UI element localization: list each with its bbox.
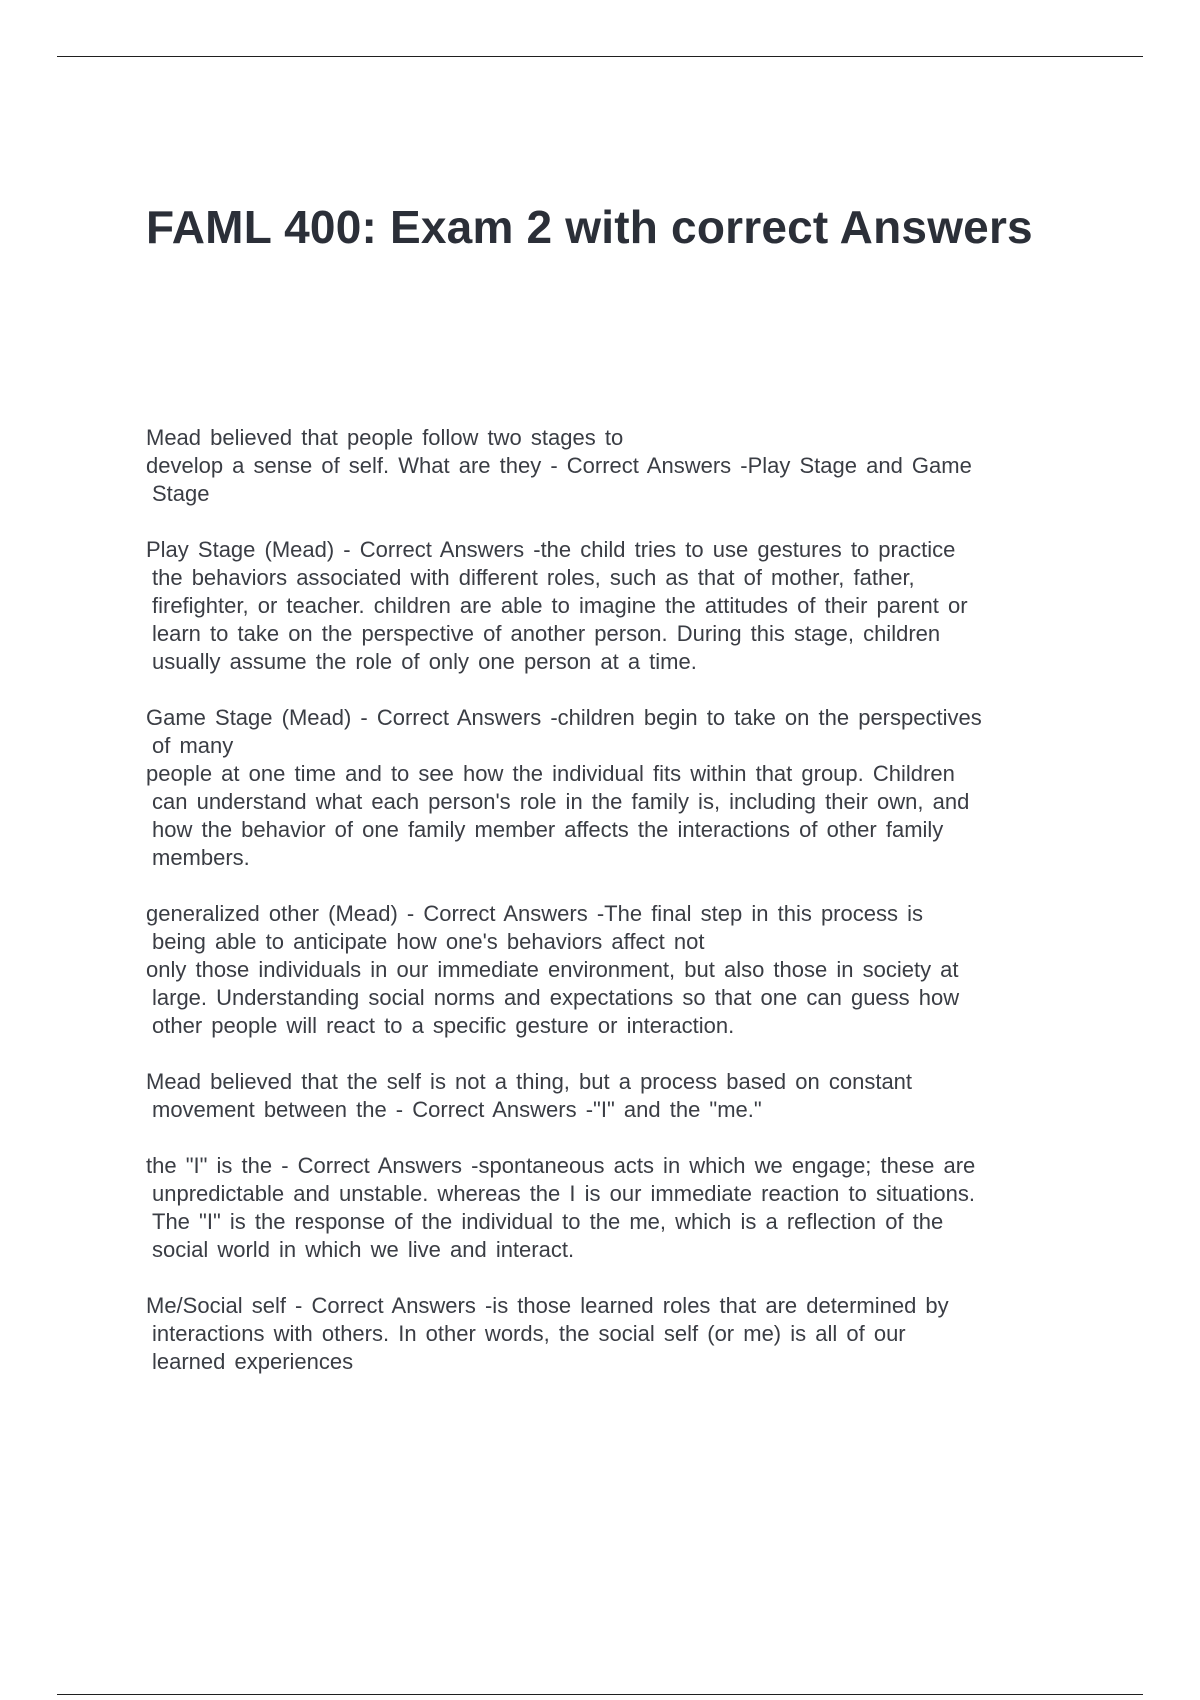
text-line: how the behavior of one family member affects the interactions of other family	[152, 817, 944, 842]
text-line: the "I" is the - Correct Answers -spontaneous acts in which we engage; these are	[146, 1153, 976, 1178]
text-line: social world in which we live and interact.	[152, 1237, 575, 1262]
text-line: Game Stage (Mead) - Correct Answers -children begin to take on the perspectives	[146, 705, 982, 730]
qa-entry	[146, 536, 1086, 676]
text-line: of many	[152, 733, 234, 758]
text-line: usually assume the role of only one person at a time.	[152, 649, 697, 674]
text-line: Play Stage (Mead) - Correct Answers -the child tries to use gestures to practice	[146, 537, 956, 562]
qa-entry	[146, 424, 1086, 508]
qa-entry	[146, 1152, 1086, 1264]
qa-entry	[146, 1292, 1086, 1376]
qa-entry	[146, 704, 1086, 872]
top-rule	[57, 56, 1143, 57]
text-line: movement between the - Correct Answers -"I" and the "me."	[152, 1097, 762, 1122]
text-line: large. Understanding social norms and expectations so that one can guess how	[152, 985, 960, 1010]
qa-entry	[146, 900, 1086, 1040]
text-line: generalized other (Mead) - Correct Answers -The final step in this process is	[146, 901, 923, 926]
text-line: learn to take on the perspective of another person. During this stage, children	[152, 621, 941, 646]
text-line: develop a sense of self. What are they - Correct Answers -Play Stage and Game	[146, 453, 972, 478]
qa-list	[146, 424, 1086, 1404]
text-line: other people will react to a specific gesture or interaction.	[152, 1013, 735, 1038]
bottom-rule	[57, 1694, 1143, 1695]
text-line: Stage	[152, 481, 210, 506]
text-line: only those individuals in our immediate environment, but also those in society at	[146, 957, 959, 982]
text-line: Mead believed that the self is not a thing, but a process based on constant	[146, 1069, 913, 1094]
text-line: Me/Social self - Correct Answers -is those learned roles that are determined by	[146, 1293, 949, 1318]
text-line: being able to anticipate how one's behaviors affect not	[152, 929, 705, 954]
text-line: Mead believed that people follow two stages to	[146, 425, 624, 450]
text-line: can understand what each person's role in the family is, including their own, and	[152, 789, 970, 814]
text-line: unpredictable and unstable. whereas the I is our immediate reaction to situations.	[152, 1181, 976, 1206]
text-line: the behaviors associated with different roles, such as that of mother, father,	[152, 565, 915, 590]
qa-entry	[146, 1068, 1086, 1124]
text-line: learned experiences	[152, 1349, 354, 1374]
text-line: The "I" is the response of the individual to the me, which is a reflection of the	[152, 1209, 944, 1234]
text-line: interactions with others. In other words, the social self (or me) is all of our	[152, 1321, 906, 1346]
text-line: members.	[152, 845, 250, 870]
text-line: firefighter, or teacher. children are able to imagine the attitudes of their parent or	[152, 593, 968, 618]
text-line: people at one time and to see how the individual fits within that group. Children	[146, 761, 955, 786]
page-title: FAML 400: Exam 2 with correct Answers	[146, 201, 1033, 253]
